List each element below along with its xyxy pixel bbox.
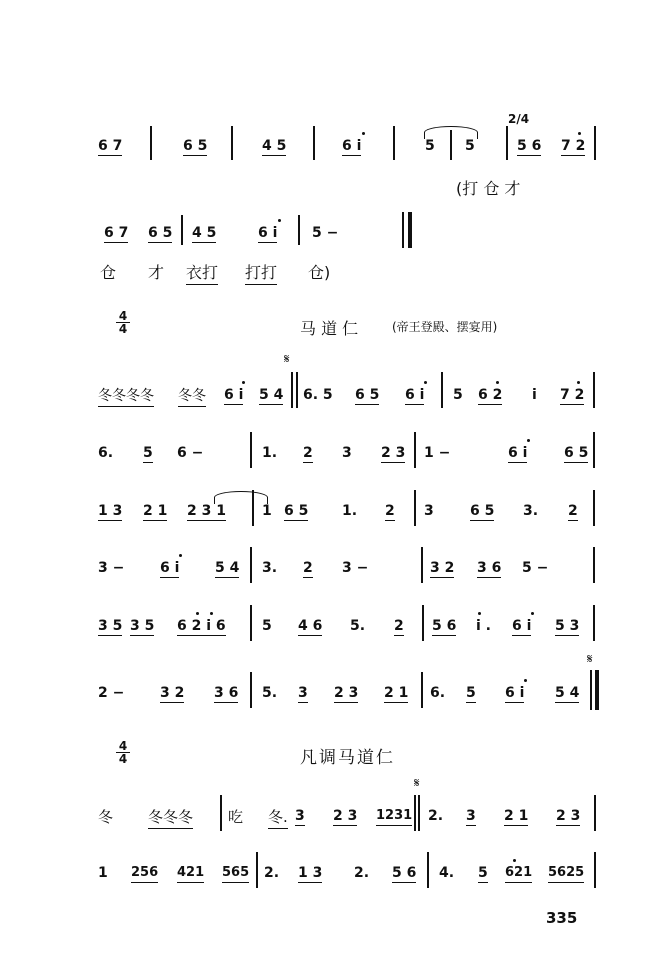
note-group: 6 5 xyxy=(564,445,589,461)
note-group: 565 xyxy=(222,865,249,883)
barline xyxy=(593,372,595,408)
time-signature-bottom: 4 xyxy=(118,322,128,336)
note-group: 6 5 xyxy=(355,387,380,403)
high-octave-dot xyxy=(578,132,581,135)
note-group: 2 − xyxy=(98,685,125,701)
note: 3. xyxy=(523,503,539,519)
note-group: 6 7 xyxy=(98,138,123,154)
note-group: 2 3 xyxy=(334,685,359,701)
note: 5 xyxy=(466,685,476,701)
barline xyxy=(422,605,424,641)
note-group: 1231 xyxy=(376,808,412,826)
note: 4. xyxy=(439,865,455,881)
note: 5 xyxy=(465,138,475,154)
note-group: 3 5 xyxy=(98,618,123,634)
note-group: 5 4 xyxy=(259,387,284,403)
high-octave-dot xyxy=(478,612,481,615)
note-group: 6 2 i 6 xyxy=(177,618,226,634)
percussion-lyric: 仓 xyxy=(100,263,117,282)
percussion-syllables: 冬冬冬冬 xyxy=(98,385,154,407)
note-group: 5 4 xyxy=(555,685,580,701)
barline xyxy=(250,672,252,708)
high-octave-dot xyxy=(278,219,281,222)
note-group: 6 i xyxy=(258,225,278,241)
note: 5. xyxy=(350,618,366,634)
barline xyxy=(594,795,596,831)
barline xyxy=(231,126,233,160)
barline xyxy=(313,126,315,160)
note-group: 3 − xyxy=(342,560,369,576)
time-signature-top: 4 xyxy=(116,310,130,323)
note: 5 xyxy=(425,138,435,154)
percussion-lyric: 打打 xyxy=(245,260,277,285)
barline xyxy=(594,126,596,160)
percussion-syllables: 冬冬冬 xyxy=(148,806,193,829)
section-note: (帝王登殿、摆宴用) xyxy=(392,320,498,334)
note-group: 6 i xyxy=(342,138,362,154)
time-signature-bottom: 4 xyxy=(118,752,128,766)
percussion-lyric: 才 xyxy=(148,263,165,282)
double-barline xyxy=(291,372,293,408)
barline xyxy=(427,852,429,888)
note-group: 6 i xyxy=(160,560,180,576)
note: 2 xyxy=(303,560,313,576)
note-group: 2 3 xyxy=(381,445,406,461)
note-group: 6 i xyxy=(224,387,244,403)
note: 2. xyxy=(264,865,280,881)
note: 5 xyxy=(478,865,488,881)
note-group: 3 6 xyxy=(214,685,239,701)
percussion-lyric: (打 仓 才 xyxy=(456,179,521,198)
barline xyxy=(593,547,595,583)
note: 6. xyxy=(98,445,114,461)
note: 2. xyxy=(428,808,444,824)
time-signature-top: 4 xyxy=(116,740,130,753)
note: 5. xyxy=(262,685,278,701)
note-group: 6 i xyxy=(505,685,525,701)
barline xyxy=(250,432,252,468)
note-group: 7 2 xyxy=(560,387,585,403)
final-barline-thick xyxy=(595,670,599,710)
note-group: 421 xyxy=(177,865,204,883)
note-group: 621 xyxy=(505,865,532,883)
barline xyxy=(421,547,423,583)
time-signature xyxy=(116,310,130,335)
note: 2 xyxy=(568,503,578,519)
percussion-syllable: 冬. xyxy=(268,806,288,829)
percussion-syllable: 冬 xyxy=(98,808,114,826)
note-group: 2 3 xyxy=(333,808,358,824)
double-barline xyxy=(296,372,298,408)
final-barline-thick xyxy=(408,212,412,248)
note-group: 6 5 xyxy=(470,503,495,519)
note-group: 4 6 xyxy=(298,618,323,634)
high-octave-dot xyxy=(531,612,534,615)
note: 3 xyxy=(424,503,434,519)
note-group: 3 2 xyxy=(160,685,185,701)
note-group: 5 − xyxy=(312,225,339,241)
note-group: 5 6 xyxy=(517,138,542,154)
note: 5 xyxy=(453,387,463,403)
barline xyxy=(441,372,443,408)
note-group: 5 − xyxy=(522,560,549,576)
barline xyxy=(393,126,395,160)
barline xyxy=(450,130,452,160)
note-group: 2 1 xyxy=(143,503,168,519)
note: 3 xyxy=(295,808,305,824)
high-octave-dot xyxy=(577,381,580,384)
note: 3 xyxy=(298,685,308,701)
high-octave-dot xyxy=(196,612,199,615)
percussion-syllable: 吃 xyxy=(228,808,244,826)
high-octave-dot xyxy=(524,679,527,682)
note: 2 xyxy=(394,618,404,634)
barline xyxy=(414,490,416,526)
barline xyxy=(250,547,252,583)
note-group: 6 i xyxy=(512,618,532,634)
note-group: 5 4 xyxy=(215,560,240,576)
note-group: 2 1 xyxy=(504,808,529,824)
note-group: 1 3 xyxy=(98,503,123,519)
time-change-2-4: 2/4 xyxy=(508,112,530,126)
note: i xyxy=(532,387,537,403)
note-group: 4 5 xyxy=(192,225,217,241)
barline xyxy=(593,490,595,526)
note-group: 6 7 xyxy=(104,225,129,241)
note-group: 6. 5 xyxy=(303,387,333,403)
segno-icon: 𝄋 xyxy=(284,352,290,367)
note-group: 1 3 xyxy=(298,865,323,881)
barline xyxy=(250,605,252,641)
barline xyxy=(593,605,595,641)
note-group: 5 3 xyxy=(555,618,580,634)
barline xyxy=(181,215,183,245)
note: 2 xyxy=(385,503,395,519)
note: 3. xyxy=(262,560,278,576)
note-group: 6 5 xyxy=(284,503,309,519)
note-group: 6 i xyxy=(508,445,528,461)
note-group: 6 i xyxy=(405,387,425,403)
note: 1. xyxy=(342,503,358,519)
note-group: 6 5 xyxy=(148,225,173,241)
note: 1 xyxy=(98,865,108,881)
barline xyxy=(594,852,596,888)
note-group: 5625 xyxy=(548,865,584,883)
high-octave-dot xyxy=(362,132,365,135)
page-number: 335 xyxy=(546,909,578,927)
double-barline xyxy=(414,795,416,831)
barline xyxy=(252,490,254,526)
barline xyxy=(256,852,258,888)
barline xyxy=(220,795,222,831)
barline xyxy=(506,126,508,160)
segno-icon: 𝄋 xyxy=(414,776,420,791)
barline xyxy=(421,672,423,708)
percussion-lyric: 仓) xyxy=(308,263,331,282)
note: 6. xyxy=(430,685,446,701)
note-group: 256 xyxy=(131,865,158,883)
barline xyxy=(150,126,152,160)
section-title: 凡调马道仁 xyxy=(300,748,395,768)
note-group: 7 2 xyxy=(561,138,586,154)
note: 2 xyxy=(303,445,313,461)
high-octave-dot xyxy=(513,859,516,862)
note: i . xyxy=(476,618,491,634)
note: 2. xyxy=(354,865,370,881)
note-group: 2 3 xyxy=(556,808,581,824)
high-octave-dot xyxy=(496,381,499,384)
note-group: 5 6 xyxy=(392,865,417,881)
percussion-syllables: 冬冬 xyxy=(178,385,206,407)
note-group: 2 3 1 xyxy=(187,503,226,519)
barline xyxy=(298,215,300,245)
note: 5 xyxy=(143,445,153,461)
note-group: 3 − xyxy=(98,560,125,576)
high-octave-dot xyxy=(527,439,530,442)
barline xyxy=(593,432,595,468)
note-group: 3 6 xyxy=(477,560,502,576)
note-group: 6 − xyxy=(177,445,204,461)
final-barline-thin xyxy=(590,670,592,710)
high-octave-dot xyxy=(179,554,182,557)
double-barline xyxy=(418,795,420,831)
percussion-lyric: 衣打 xyxy=(186,260,218,285)
note-group: 3 2 xyxy=(430,560,455,576)
note-group: 5 6 xyxy=(432,618,457,634)
note-group: 2 1 xyxy=(384,685,409,701)
time-signature xyxy=(116,740,130,765)
section-title: 马 道 仁 xyxy=(300,319,359,338)
note: 3 xyxy=(466,808,476,824)
note: 1. xyxy=(262,445,278,461)
final-barline-thin xyxy=(402,212,404,248)
note-group: 3 5 xyxy=(130,618,155,634)
segno-icon: 𝄋 xyxy=(587,652,593,667)
high-octave-dot xyxy=(424,381,427,384)
note-group: 6 2 xyxy=(478,387,503,403)
note: 1 xyxy=(262,503,272,519)
barline xyxy=(414,432,416,468)
high-octave-dot xyxy=(210,612,213,615)
note-group: 4 5 xyxy=(262,138,287,154)
note-group: 6 5 xyxy=(183,138,208,154)
high-octave-dot xyxy=(242,381,245,384)
note: 3 xyxy=(342,445,352,461)
note-group: 1 − xyxy=(424,445,451,461)
note: 5 xyxy=(262,618,272,634)
